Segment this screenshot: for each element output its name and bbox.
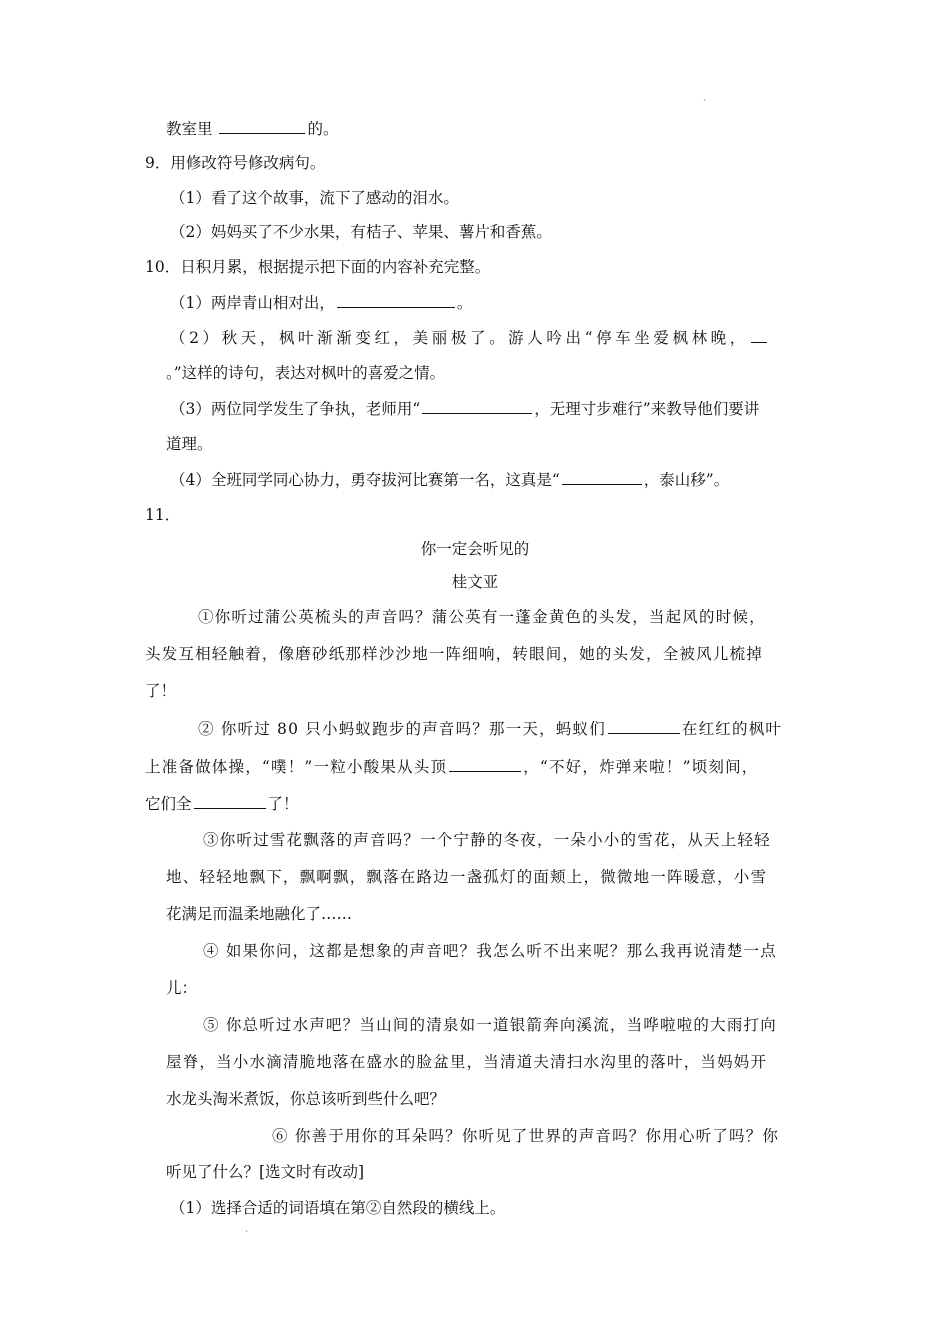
p2-blank-1[interactable] [608,717,680,734]
q10-item-3: （3）两位同学发生了争执，老师用“ ，无理寸步难行”来教导他们要讲 [170,397,759,420]
p3-line-1: ③你听过雪花飘落的声音吗？一个宁静的冬夜，一朵小小的雪花，从天上轻轻 [203,831,771,849]
p2-line-1: ② 你听过 80 只小蚂蚁跑步的声音吗？那一天，蚂蚁们 在红红的枫叶 [198,717,782,740]
footer-mark: 、 [245,1224,253,1233]
p1-line-1: ①你听过蒲公英梳头的声音吗？蒲公英有一蓬金黄色的头发，当起风的时候， [198,608,766,626]
q9-item-2: （2）妈妈买了不少水果，有桔子、苹果、薯片和香蕉。 [170,223,552,241]
p5-line-1: ⑤ 你总听过水声吧？当山间的清泉如一道银箭奔向溪流，当哗啦啦的大雨打向 [203,1016,777,1034]
p3-line-2: 地、轻轻地飘下，飘啊飘，飘落在路边一盏孤灯的面颊上，微微地一阵暖意，小雪 [166,868,768,886]
q10-item-1: （1）两岸青山相对出， 。 [170,291,472,314]
p5-line-2: 屋脊，当小水滴清脆地落在盛水的脸盆里，当清道夫清扫水沟里的落叶，当妈妈开 [166,1053,768,1071]
q10-item-1-blank[interactable] [337,291,455,308]
p3-line-3: 花满足而温柔地融化了…… [166,905,353,923]
q10-item-4: （4）全班同学同心协力，勇夺拔河比赛第一名，这真是“ ，泰山移”。 [170,468,729,491]
p5-line-3: 水龙头淘米煮饭，你总该听到些什么吧？ [166,1090,446,1108]
q10-item-2-line-1: （2）秋天，枫叶渐渐变红，美丽极了。游人吟出“停车坐爱枫林晚， [170,326,769,349]
p4-line-2: 儿： [166,979,198,997]
q8-blank[interactable] [219,117,305,134]
p1-line-2: 头发互相轻触着，像磨砂纸那样沙沙地一阵细响，转眼间，她的头发，全被风儿梳掉 [145,645,763,663]
p2-line-3: 它们全 了！ [145,792,299,815]
p2-blank-3[interactable] [194,792,266,809]
q10-item-3-line-2: 道理。 [166,435,213,453]
q11-number: 11． [145,506,181,524]
q10-item-2-blank[interactable] [751,326,767,343]
q10-title: 10．日积月累，根据提示把下面的内容补充完整。 [145,258,491,276]
q9-item-1: （1）看了这个故事，流下了感动的泪水。 [170,189,459,207]
q10-item-2-line-2: 。”这样的诗句，表达对枫叶的喜爱之情。 [166,364,446,382]
p2-blank-2[interactable] [449,755,521,772]
p6-line-2: 听见了什么？[选文时有改动] [166,1163,365,1181]
article-title: 你一定会听见的 [420,540,530,558]
header-mark: 、 [703,93,711,102]
article-author: 桂文亚 [451,573,499,591]
p1-line-3: 了！ [145,682,177,700]
p6-line-1: ⑥ 你善于用你的耳朵吗？你听见了世界的声音吗？你用心听了吗？你 [272,1127,780,1145]
p4-line-1: ④ 如果你问，这都是想象的声音吧？我怎么听不出来呢？那么我再说清楚一点 [203,942,777,960]
q9-title: 9．用修改符号修改病句。 [145,154,326,172]
q10-item-3-blank[interactable] [422,397,532,414]
q11-sub-question-1: （1）选择合适的词语填在第②自然段的横线上。 [170,1199,506,1217]
p2-line-2: 上准备做体操，“噗！”一粒小酸果从头顶 ，“不好，炸弹来啦！”顷刻间， [145,755,759,778]
q10-item-4-blank[interactable] [562,468,642,485]
q8-tail: 教室里 的。 [166,117,338,140]
